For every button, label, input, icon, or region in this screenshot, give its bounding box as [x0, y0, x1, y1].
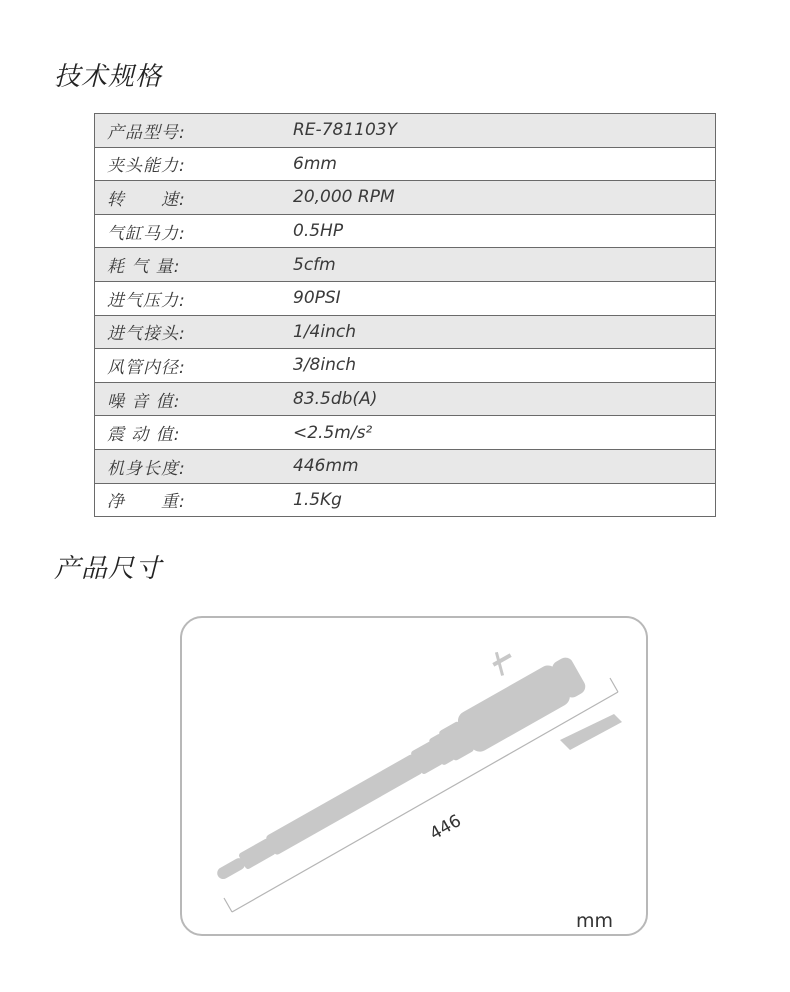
- table-row: [95, 315, 716, 349]
- table-row: [95, 181, 716, 215]
- table-row: [95, 382, 716, 416]
- spec-value: 20,000 RPM: [281, 181, 716, 215]
- dimension-line: [224, 678, 618, 912]
- spec-value: RE-781103Y: [281, 114, 716, 148]
- spec-label: 气缸马力:: [95, 214, 282, 248]
- dimension-value-label: 446: [426, 810, 465, 845]
- lever-bar: [492, 653, 511, 666]
- spec-label: 转 速:: [95, 181, 282, 215]
- table-row: [95, 416, 716, 450]
- extension-shaft: [265, 753, 424, 856]
- table-row: [95, 483, 716, 517]
- table-row: [95, 147, 716, 181]
- specs-section-title: 技术规格: [54, 62, 163, 92]
- spec-label: 净 重:: [95, 483, 282, 517]
- unit-label: mm: [576, 910, 614, 932]
- spec-value: 446mm: [281, 449, 716, 483]
- spec-table: [94, 113, 716, 517]
- spec-label: 夹头能力:: [95, 147, 282, 181]
- spec-value: 90PSI: [281, 281, 716, 315]
- spec-value: 1.5Kg: [281, 483, 716, 517]
- spec-value: 0.5HP: [281, 214, 716, 248]
- dimension-panel: [180, 616, 648, 936]
- dims-section-title: 产品尺寸: [54, 554, 163, 584]
- table-row: [95, 349, 716, 383]
- spec-label: 噪 音 值:: [95, 382, 282, 416]
- dimension-tick-start: [224, 898, 232, 912]
- spec-label: 产品型号:: [95, 114, 282, 148]
- spec-value: 1/4inch: [281, 315, 716, 349]
- spec-value: 3/8inch: [281, 349, 716, 383]
- grinder-tool-illustration: [207, 652, 622, 895]
- spec-label: 机身长度:: [95, 449, 282, 483]
- tool-dimension-drawing: [182, 618, 646, 934]
- table-row: [95, 281, 716, 315]
- spec-label: 耗 气 量:: [95, 248, 282, 282]
- dimension-tick-end: [610, 678, 618, 692]
- spec-value: 83.5db(A): [281, 382, 716, 416]
- spec-label: 进气压力:: [95, 281, 282, 315]
- table-row: [95, 114, 716, 148]
- table-row: [95, 248, 716, 282]
- spec-value: <2.5m/s²: [281, 416, 716, 450]
- spec-value: 6mm: [281, 147, 716, 181]
- spec-value: 5cfm: [281, 248, 716, 282]
- spec-label: 风管内径:: [95, 349, 282, 383]
- table-row: [95, 214, 716, 248]
- table-row: [95, 449, 716, 483]
- spec-label: 震 动 值:: [95, 416, 282, 450]
- spec-label: 进气接头:: [95, 315, 282, 349]
- dimension-measure-line: [232, 692, 618, 912]
